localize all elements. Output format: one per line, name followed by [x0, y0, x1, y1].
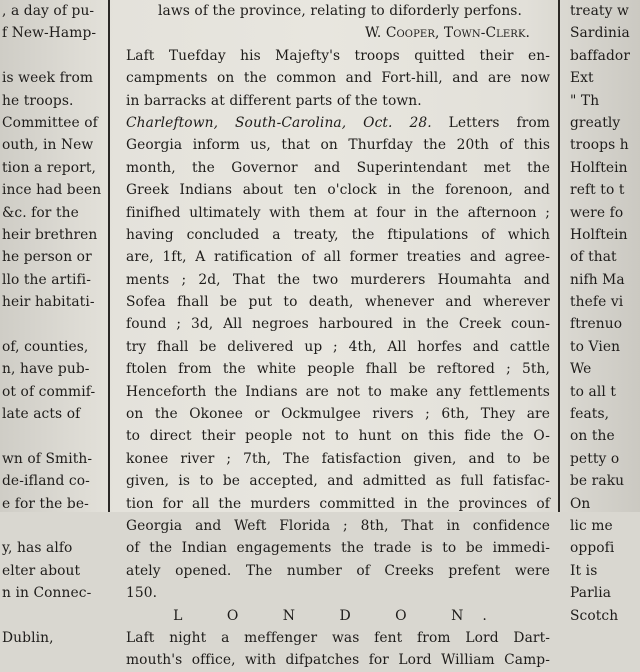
right-column-line: treaty w — [570, 3, 629, 19]
right-column-line: lic me — [570, 517, 613, 534]
top-line: laws of the province, relating to diforderly perfons. — [158, 3, 522, 19]
troops-paragraph-line: Laft Tuefday his Majefty's troops quitted their en- — [126, 47, 550, 64]
left-column-line: y, has alfo — [2, 540, 73, 557]
right-column-line: were fo — [570, 204, 624, 221]
left-column-line: f New-Hamp- — [2, 25, 97, 42]
left-column-line: outh, in New — [2, 137, 94, 154]
left-column-line: tion a report, — [2, 159, 96, 176]
left-column-line: Dublin, — [2, 629, 54, 646]
town-clerk-signature: W. Cooper, Town-Clerk. — [365, 25, 530, 42]
left-column-text — [0, 0, 104, 649]
treaty-paragraph-line: found ; 3d, All negroes harboured in the Creek coun- — [126, 316, 550, 333]
treaty-paragraph-line: 150. — [126, 585, 158, 602]
treaty-paragraph-line: konee river ; 7th, The fatisfaction given, and to be — [126, 450, 550, 467]
left-column-line: , a day of pu- — [2, 3, 95, 19]
right-column-line: nifh Ma — [570, 271, 625, 288]
column-rule-right — [558, 0, 560, 512]
right-column-line: to Vien — [570, 338, 621, 355]
left-column-line — [0, 313, 104, 335]
troops-paragraph-line: in barracks at different parts of the town. — [126, 92, 422, 109]
left-column-line — [0, 515, 104, 537]
left-column-line — [0, 605, 104, 627]
right-column-line: feats, — [570, 406, 610, 423]
troops-paragraph-line: campments on the common and Fort-hill, and are now — [126, 70, 550, 87]
right-column-line: on the — [570, 428, 615, 445]
treaty-paragraph-line: of the Indian engagements the trade is to be immedi- — [126, 540, 550, 557]
right-column-line: Ext — [570, 70, 594, 87]
right-column-line: We — [570, 361, 592, 378]
messenger-paragraph-line: Laft night a meffenger was fent from Lord Dart- — [126, 629, 550, 646]
messenger-paragraph-line: mouth's office, with difpatches for Lord William Camp- — [126, 652, 550, 669]
treaty-paragraph-line: tion for all the murders committed in the provinces of — [126, 495, 550, 512]
right-column-line: baffador — [570, 47, 631, 64]
right-column-line: to all t — [570, 383, 617, 400]
treaty-paragraph-line: Georgia inform us, that on Thurfday the 20th of this — [126, 137, 550, 154]
treaty-paragraph-line: try fhall be delivered up ; 4th, All horfes and cattle — [126, 338, 550, 355]
treaty-paragraph-line: given, is to be accepted, and admitted as full fatisfac- — [126, 473, 550, 490]
left-column-line: ince had been — [2, 182, 102, 199]
right-column-line: Holftein — [570, 159, 628, 176]
london-heading: L O N D O N. — [173, 607, 507, 624]
left-column-line — [0, 45, 104, 67]
column-rule-left — [108, 0, 110, 512]
right-column-line: be raku — [570, 473, 625, 490]
treaty-paragraph-line: Henceforth the Indians are not to make any fettlements — [126, 383, 550, 400]
dateline-rest: Letters from — [448, 114, 550, 131]
left-column-line: wn of Smith- — [2, 450, 93, 467]
left-column-line: ot of commif- — [2, 383, 96, 400]
right-column-line: On — [570, 495, 591, 512]
right-column-text — [566, 0, 640, 627]
right-column-line: of that — [570, 249, 617, 266]
left-column — [0, 0, 104, 646]
treaty-paragraph-line: month, the Governor and Superintendant met the — [126, 159, 550, 176]
treaty-paragraph-line: Greek Indians about ten o'clock in the forenoon, and — [126, 182, 550, 199]
left-column-line: heir habitati- — [2, 294, 95, 311]
left-column-line: de-ifland co- — [2, 473, 90, 490]
troops-paragraph — [116, 45, 554, 112]
left-column-line: he troops. — [2, 92, 74, 109]
right-column-line: thefe vi — [570, 294, 624, 311]
center-column — [116, 0, 554, 669]
right-column-line: ftrenuo — [570, 316, 623, 333]
left-column-line: Committee of — [2, 114, 98, 131]
treaty-paragraph-line: on the Okonee or Ockmulgee rivers ; 6th, They are — [126, 406, 550, 423]
treaty-paragraph-line: are, 1ft, A ratification of all former treaties and agree- — [126, 249, 550, 266]
right-column-line: reft to t — [570, 182, 625, 199]
right-column-line: Sardinia — [570, 25, 630, 42]
right-column-line: Scotch — [570, 607, 619, 624]
right-column-line: oppofi — [570, 540, 615, 557]
left-column-line: elter about — [2, 562, 81, 579]
left-column-line: llo the artifi- — [2, 271, 91, 288]
treaty-paragraph-line: to direct their people not to hunt on this fide the O- — [126, 428, 550, 445]
treaty-paragraph-line: ftolen from the white people fhall be reftored ; 5th, — [126, 361, 550, 378]
right-column — [566, 0, 640, 624]
left-column-line: is week from — [2, 70, 94, 87]
right-column-line: Holftein — [570, 226, 628, 243]
left-column-line: heir brethren — [2, 226, 98, 243]
dateline-line — [116, 112, 554, 134]
right-column-line: petty o — [570, 450, 620, 467]
right-column-line: Parlia — [570, 585, 612, 602]
left-column-line — [0, 425, 104, 447]
right-column-line: greatly — [570, 114, 621, 131]
treaty-paragraph-line: having concluded a treaty, the ftipulations of which — [126, 226, 550, 243]
treaty-paragraph — [116, 134, 554, 604]
right-column-line: " Th — [570, 92, 600, 109]
left-column-line: late acts of — [2, 406, 81, 423]
left-column-line: of, counties, — [2, 338, 89, 355]
treaty-paragraph-line: ments ; 2d, That the two murderers Houmahta and — [126, 271, 550, 288]
messenger-paragraph — [116, 627, 554, 672]
left-column-line: &c. for the — [2, 204, 79, 221]
treaty-paragraph-line: finifhed ultimately with them at four in the afternoon ; — [126, 204, 550, 221]
dateline: Charleftown, South-Carolina, Oct. 28. — [126, 114, 432, 131]
right-column-line: troops h — [570, 137, 629, 154]
left-column-line: n, have pub- — [2, 361, 90, 378]
treaty-paragraph-line: Sofea fhall be put to death, whenever and wherever — [126, 294, 550, 311]
left-column-line: he person or — [2, 249, 92, 266]
treaty-paragraph-line: ately opened. The number of Creeks prefent were — [126, 562, 550, 579]
treaty-paragraph-line: Georgia and Weft Florida ; 8th, That in confidence — [126, 517, 550, 534]
right-column-line: It is — [570, 562, 598, 579]
left-column-line: e for the be- — [2, 495, 89, 512]
left-column-line: n in Connec- — [2, 585, 92, 602]
